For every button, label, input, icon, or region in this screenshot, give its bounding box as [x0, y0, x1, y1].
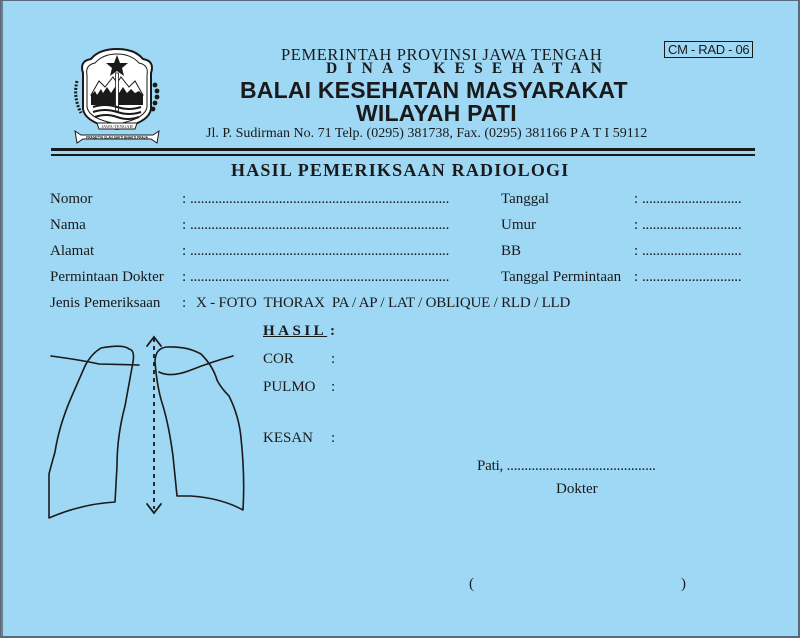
- field-colon-tanggal: :: [634, 191, 638, 207]
- svg-text:PRASETYA ULAH SAKTI BHAKTI PRA: PRASETYA ULAH SAKTI BHAKTI PRAJA: [86, 135, 148, 140]
- field-input-nama[interactable]: .........................................................................: [190, 217, 450, 233]
- field-value-jenis-pemeriksaan[interactable]: X - FOTO THORAX PA / AP / LAT / OBLIQUE / RLD / LLD: [196, 295, 571, 311]
- field-label-permintaan-dokter: Permintaan Dokter: [50, 269, 164, 285]
- field-colon-tanggal-permintaan: :: [634, 269, 638, 285]
- field-input-tanggal[interactable]: ............................: [642, 191, 742, 207]
- radiology-result-form: [1, 1, 798, 636]
- field-colon-jenis-pemeriksaan: :: [182, 295, 186, 311]
- field-colon-nama: :: [182, 217, 186, 233]
- institution-address: Jl. P. Sudirman No. 71 Telp. (0295) 381738, Fax. (0295) 381166 P A T I 59112: [206, 126, 648, 141]
- result-input-cor[interactable]: [343, 347, 743, 369]
- field-label-alamat: Alamat: [50, 243, 95, 259]
- jawa-tengah-emblem-icon: [69, 43, 165, 145]
- signature-role: Dokter: [556, 481, 598, 497]
- result-label-cor: COR: [263, 351, 294, 367]
- institution-name: BALAI KESEHATAN MASYARAKAT: [240, 77, 628, 103]
- signature-place-date[interactable]: Pati, ..........................................: [477, 458, 656, 474]
- region-name: WILAYAH PATI: [356, 100, 517, 126]
- result-input-kesan[interactable]: [343, 426, 743, 448]
- result-colon-cor: :: [331, 351, 336, 367]
- field-label-bb: BB: [501, 243, 522, 259]
- result-label-kesan: KESAN: [263, 430, 314, 446]
- field-label-nomor: Nomor: [50, 191, 93, 207]
- field-input-nomor[interactable]: .........................................................................: [190, 191, 450, 207]
- field-input-umur[interactable]: ............................: [642, 217, 742, 233]
- form-code-badge: CM - RAD - 06: [664, 41, 753, 58]
- signature-name-field[interactable]: [479, 573, 679, 595]
- field-label-umur: Umur: [501, 217, 536, 233]
- svg-text:JAWA-TENGAH: JAWA-TENGAH: [101, 124, 133, 129]
- result-label-pulmo: PULMO: [263, 379, 316, 395]
- field-colon-umur: :: [634, 217, 638, 233]
- form-title: HASIL PEMERIKSAAN RADIOLOGI: [231, 160, 570, 180]
- header-divider-thick: [51, 148, 755, 151]
- field-input-bb[interactable]: ............................: [642, 243, 742, 259]
- result-colon-pulmo: :: [331, 379, 336, 395]
- field-label-tanggal-permintaan: Tanggal Permintaan: [501, 269, 622, 285]
- field-label-nama: Nama: [50, 217, 86, 233]
- department-name: DINAS KESEHATAN: [326, 60, 612, 77]
- result-input-pulmo[interactable]: [343, 375, 743, 423]
- government-name: PEMERINTAH PROVINSI JAWA TENGAH: [281, 45, 603, 64]
- results-title-colon: :: [330, 323, 335, 339]
- field-label-jenis-pemeriksaan: Jenis Pemeriksaan: [50, 295, 161, 311]
- header-divider-thin: [51, 154, 755, 156]
- field-colon-nomor: :: [182, 191, 186, 207]
- result-colon-kesan: :: [331, 430, 336, 446]
- field-input-tanggal-permintaan[interactable]: ............................: [642, 269, 742, 285]
- field-colon-bb: :: [634, 243, 638, 259]
- results-title: HASIL: [263, 323, 328, 339]
- signature-close-paren: ): [681, 576, 686, 592]
- lungs-diagram-icon: [41, 326, 251, 521]
- field-colon-permintaan-dokter: :: [182, 269, 186, 285]
- field-label-tanggal: Tanggal: [501, 191, 550, 207]
- signature-open-paren: (: [469, 576, 474, 592]
- field-colon-alamat: :: [182, 243, 186, 259]
- field-input-permintaan-dokter[interactable]: .........................................................................: [190, 269, 450, 285]
- field-input-alamat[interactable]: .........................................................................: [190, 243, 450, 259]
